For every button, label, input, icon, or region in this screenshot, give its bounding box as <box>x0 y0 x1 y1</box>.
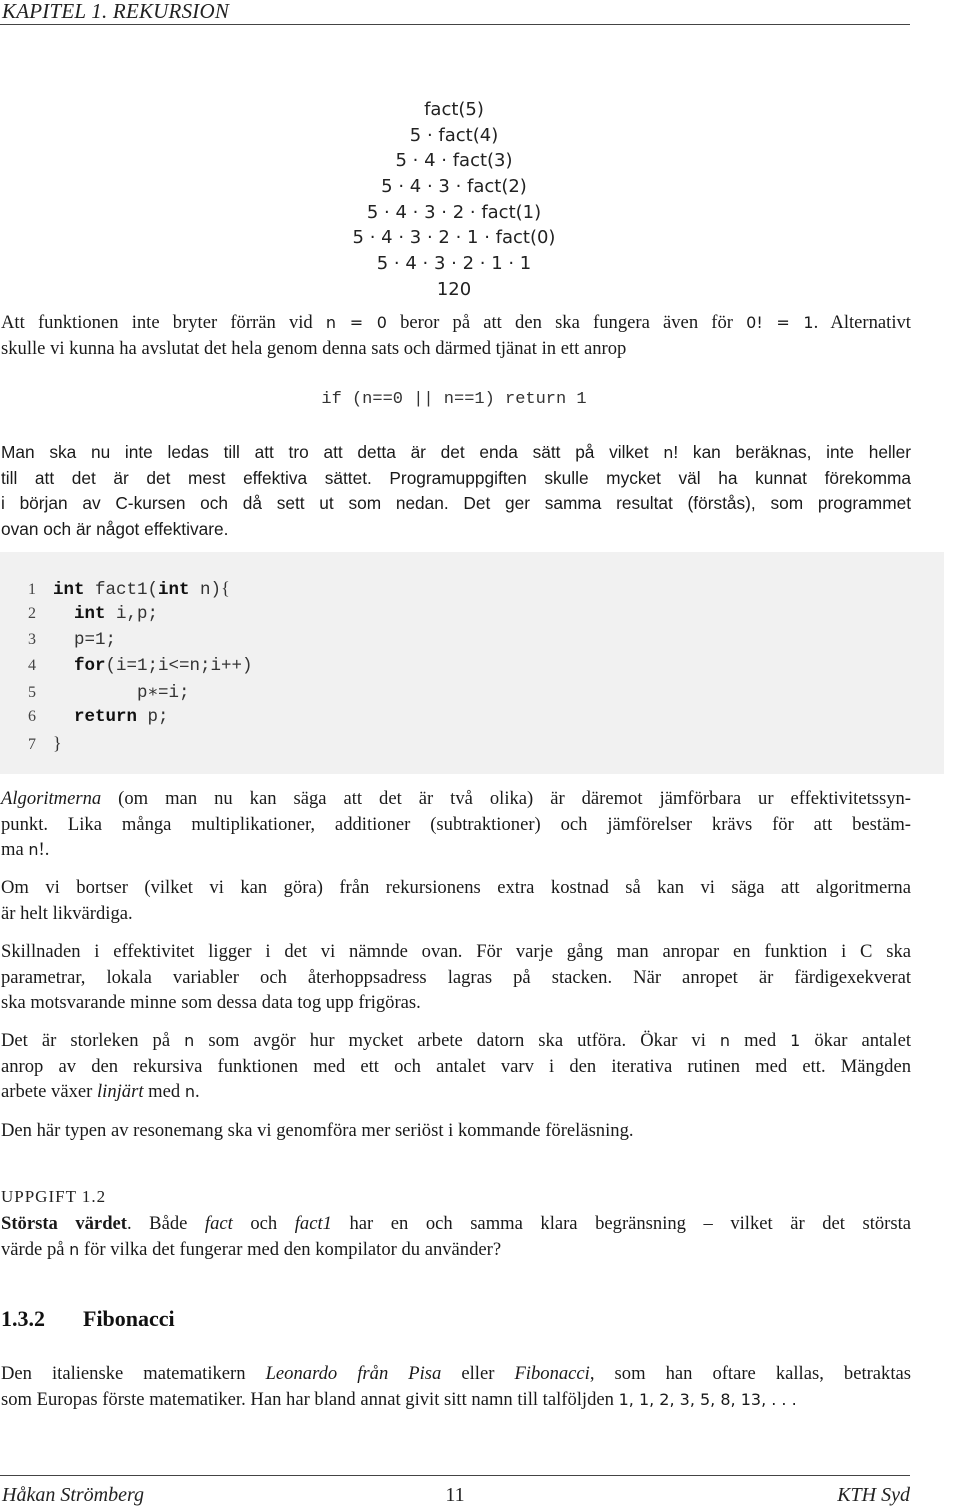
paragraph-equivalence: Om vi bortser (vilket vi kan göra) från rekursionens extra kostnad så kan vi säga att algoritmerna är helt likvärdiga. <box>1 877 911 924</box>
footer-institution: KTH Syd <box>837 1484 910 1506</box>
derivation-line: 5 · fact(4) <box>409 124 499 146</box>
section-number: 1.3.2 <box>1 1306 45 1331</box>
derivation-line: 5 · 4 · 3 · 2 · fact(1) <box>366 201 542 223</box>
math-n-eq-0: n = 0 <box>325 313 387 332</box>
code-line: 5 p∗=i; <box>28 683 190 703</box>
footer-author: Håkan Strömberg <box>2 1484 145 1506</box>
math-n: n <box>719 1031 731 1050</box>
paragraph-efficiency: Man ska nu inte ledas till att tro att detta är det enda sätt på vilket n! kan beräknas, inte heller till att det är det mest effektiva sättet. Programuppgiften skulle mycket väl ha kunnat förekomma i början av C-kursen och då sett ut som nedan. Det ger samma resultat (förstås), som programmet ovan och är något effektivare. <box>1 442 912 539</box>
section-heading <box>1 1306 175 1332</box>
derivation-line: 120 <box>436 278 472 300</box>
header-rule <box>0 24 910 25</box>
math-n: n <box>663 443 674 462</box>
derivation-line: 5 · 4 · 3 · fact(2) <box>381 176 527 198</box>
code-line: 6 return p; <box>28 707 169 727</box>
running-header: KAPITEL 1. REKURSION <box>2 0 230 23</box>
math-n: n <box>28 840 39 859</box>
code-line: 1 int fact1(int n){ <box>28 578 230 600</box>
paragraph-algorithms: Algoritmerna (om man nu kan säga att det är två olika) är däremot jämförbara ur effektivitetssyn- punkt. Lika många multiplikationer, additioner (subtraktioner) och jämförelser krävs för att bestäm- ma n!. <box>1 788 911 860</box>
paragraph-linear-work: Det är storleken på n som avgör hur mycket arbete datorn ska utföra. Ökar vi n med 1 ökar antalet anrop av den rekursiva funktionen med ett och antalet varv i den iterativa rutinen med ett. Mängden arbete växer linjärt med n. <box>1 1030 912 1102</box>
math-n: n <box>69 1239 80 1259</box>
footer-rule <box>0 1475 910 1476</box>
inline-code-statement: if (n==0 || n==1) return 1 <box>321 390 587 409</box>
derivation-line: fact(5) <box>424 99 484 120</box>
code-line: 4 for(i=1;i<=n;i++) <box>28 656 253 676</box>
code-line: 2 int i,p; <box>28 604 159 624</box>
math-one: 1 <box>790 1031 801 1050</box>
derivation-line: 5 · 4 · 3 · 2 · 1 · fact(0) <box>352 227 556 249</box>
math-zero-factorial: 0! = 1 <box>746 313 814 332</box>
exercise-text: Största värdet. Både fact och fact1 har en och samma klara begränsning – vilket är det största värde på n för vilka det fungerar med den kompilator du använder? <box>1 1213 912 1260</box>
derivation-line: 5 · 4 · fact(3) <box>395 150 513 172</box>
math-fibonacci-sequence: 1, 1, 2, 3, 5, 8, 13, . . . <box>618 1389 797 1409</box>
paragraph-stack: Skillnaden i effektivitet ligger i det vi nämnde ovan. För varje gång man anropar en funktion i C ska parametrar, lokala variabler och återhoppsadress lagras på stacken. När anropet är färdigexekverat ska motsvarande minne som dessa data tog upp frigöras. <box>1 941 911 1013</box>
page-number: 11 <box>445 1484 465 1506</box>
section-title: Fibonacci <box>83 1306 175 1331</box>
paragraph-termination: Att funktionen inte bryter förrän vid n = 0 beror på att den ska fungera även för 0! = 1. Alternativt skulle vi kunna ha avslutat det hela genom denna sats och därmed tjänat in ett anrop <box>1 312 911 359</box>
paragraph-fibonacci: Den italienske matematikern Leonardo från Pisa eller Fibonacci, som han oftare kallas, betraktas som Europas förste matematiker. Han har bland annat givit sitt namn till talföljden 1, 1, 2, 3, 5, 8, 13, . . . <box>1 1363 912 1410</box>
math-n: n <box>184 1082 195 1101</box>
paragraph-outlook: Den här typen av resonemang ska vi genomföra mer seriöst i kommande föreläsning. <box>1 1120 634 1141</box>
code-listing <box>0 552 944 774</box>
code-line: 7 } <box>28 733 62 753</box>
math-n: n <box>184 1031 195 1050</box>
factorial-derivation <box>0 97 908 303</box>
derivation-line: 5 · 4 · 3 · 2 · 1 · 1 <box>376 253 532 275</box>
exercise-label: UPPGIFT 1.2 <box>1 1187 107 1206</box>
code-line: 3 p=1; <box>28 630 117 650</box>
